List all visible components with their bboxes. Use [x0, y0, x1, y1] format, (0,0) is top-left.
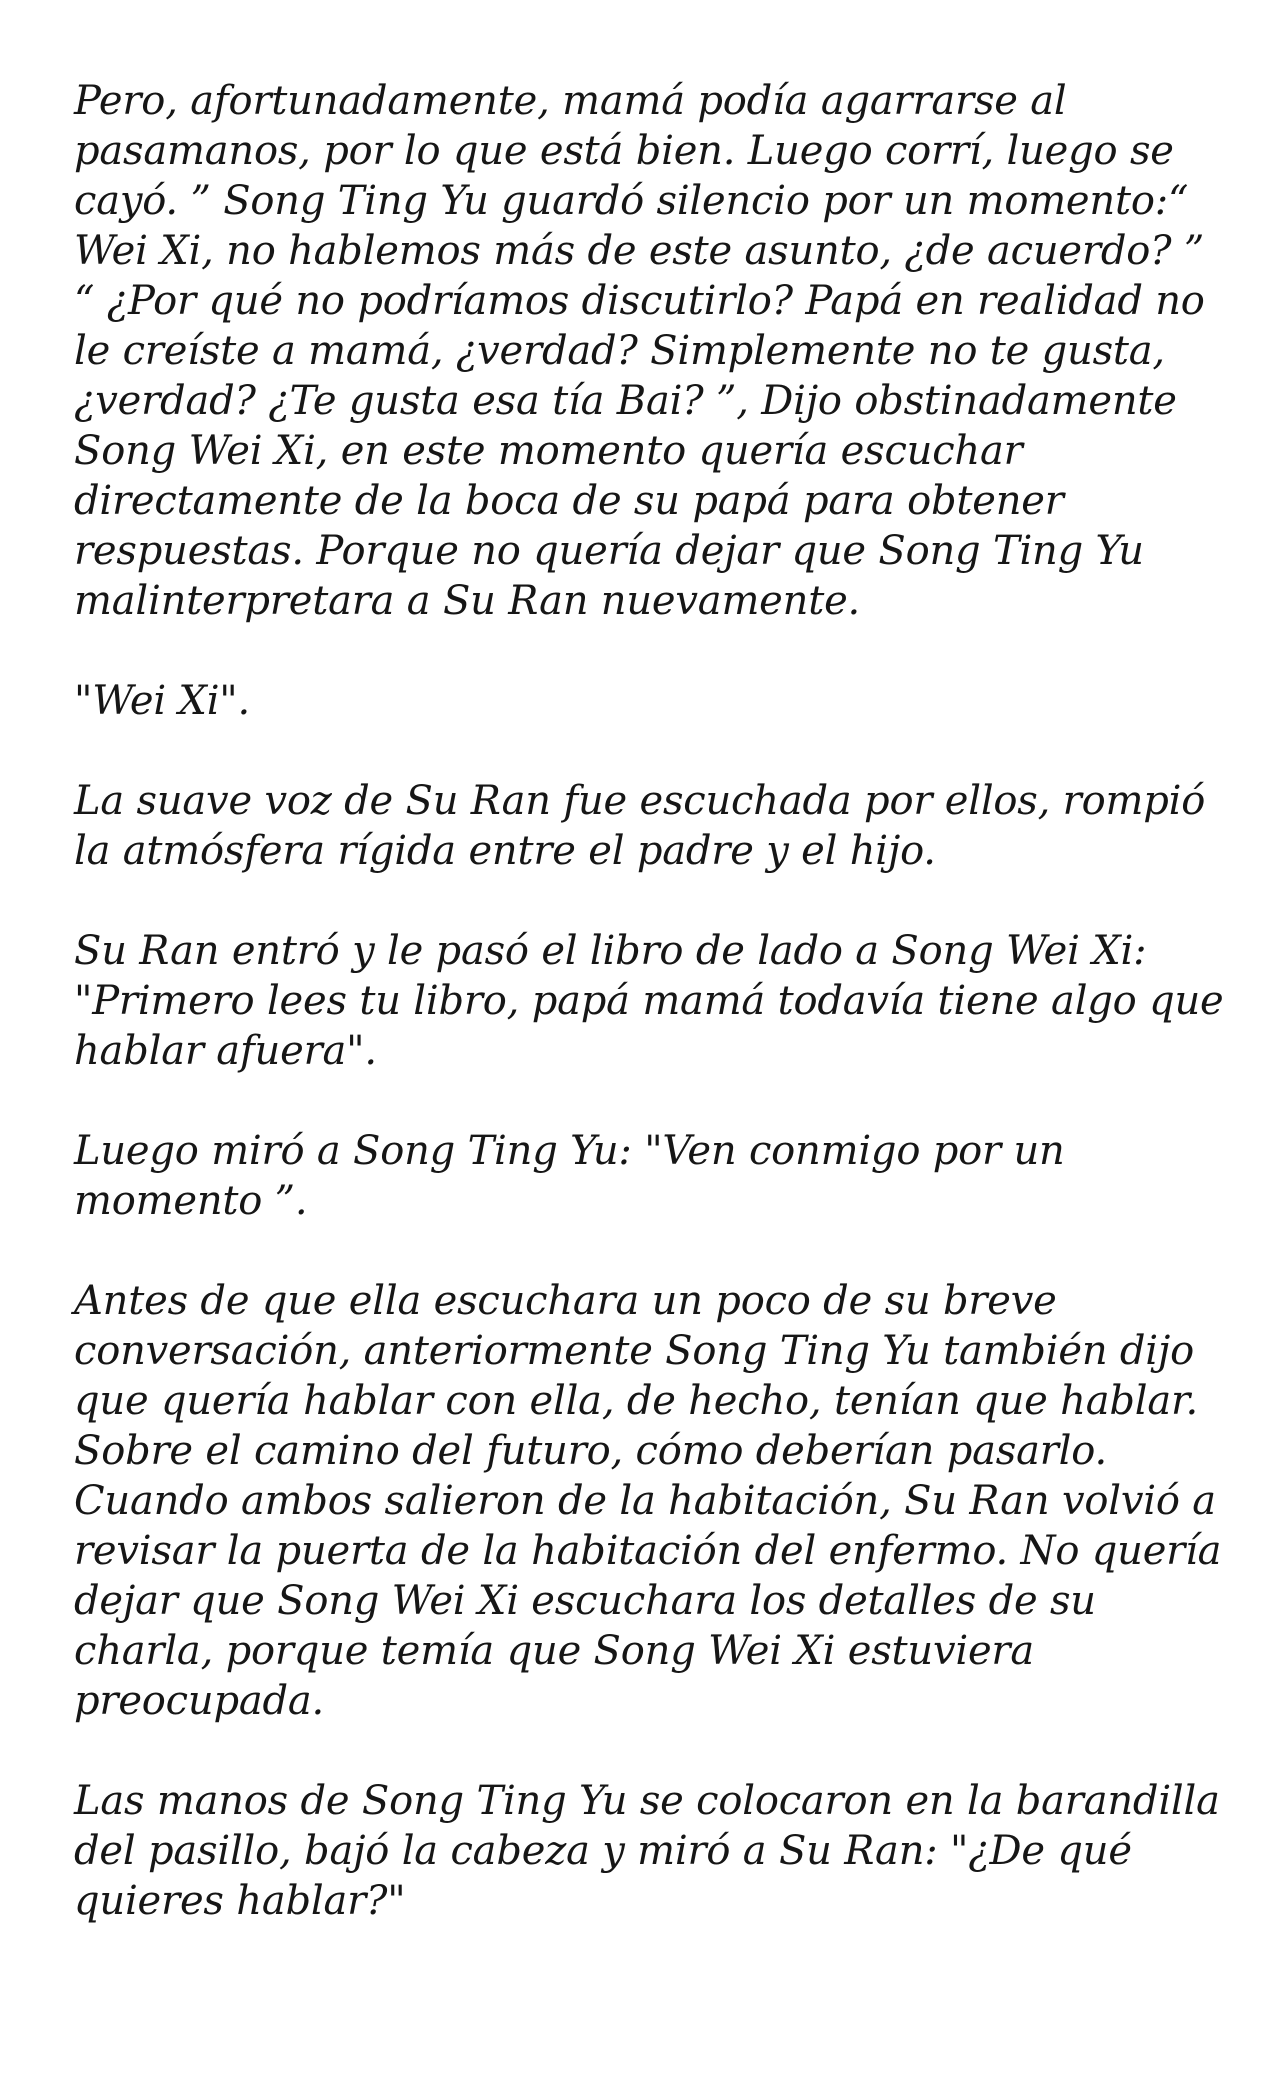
paragraph-5: Luego miró a Song Ting Yu: "Ven conmigo por un momento ”.	[74, 1128, 1065, 1224]
paragraph-1: Pero, afortunadamente, mamá podía agarrarse al pasamanos, por lo que está bien. Luego corrí, luego se cayó. ” Song Ting Yu guardó silencio por un momento:“ Wei Xi, no hablemos más de este asunto, ¿de acuerdo? ” “ ¿Por qué no podríamos discutirlo? Papá en realidad no le creíste a mamá, ¿verdad? Simplemente no te gusta, ¿verdad? ¿Te gusta esa tía Bai? ”, Dijo obstinadamente Song Wei Xi, en este momento quería escuchar directamente de la boca de su papá para obtener respuestas. Porque no quería dejar que Song Ting Yu malinterpretara a Su Ran nuevamente.	[74, 78, 1205, 624]
paragraph-7: Las manos de Song Ting Yu se colocaron en la barandilla del pasillo, bajó la cabeza y miró a Su Ran: "¿De qué quieres hablar?"	[74, 1778, 1220, 1924]
paragraph-3: La suave voz de Su Ran fue escuchada por ellos, rompió la atmósfera rígida entre el padre y el hijo.	[74, 778, 1206, 874]
paragraph-6: Antes de que ella escuchara un poco de su breve conversación, anteriormente Song Ting Yu también dijo que quería hablar con ella, de hecho, tenían que hablar. Sobre el camino del futuro, cómo deberían pasarlo. Cuando ambos salieron de la habitación, Su Ran volvió a revisar la puerta de la habitación del enfermo. No quería dejar que Song Wei Xi escuchara los detalles de su charla, porque temía que Song Wei Xi estuviera preocupada.	[74, 1278, 1222, 1724]
document-page	[74, 76, 1234, 1926]
paragraph-4: Su Ran entró y le pasó el libro de lado a Song Wei Xi: "Primero lees tu libro, papá mamá todavía tiene algo que hablar afuera".	[74, 928, 1224, 1074]
paragraph-2: "Wei Xi".	[74, 678, 251, 724]
